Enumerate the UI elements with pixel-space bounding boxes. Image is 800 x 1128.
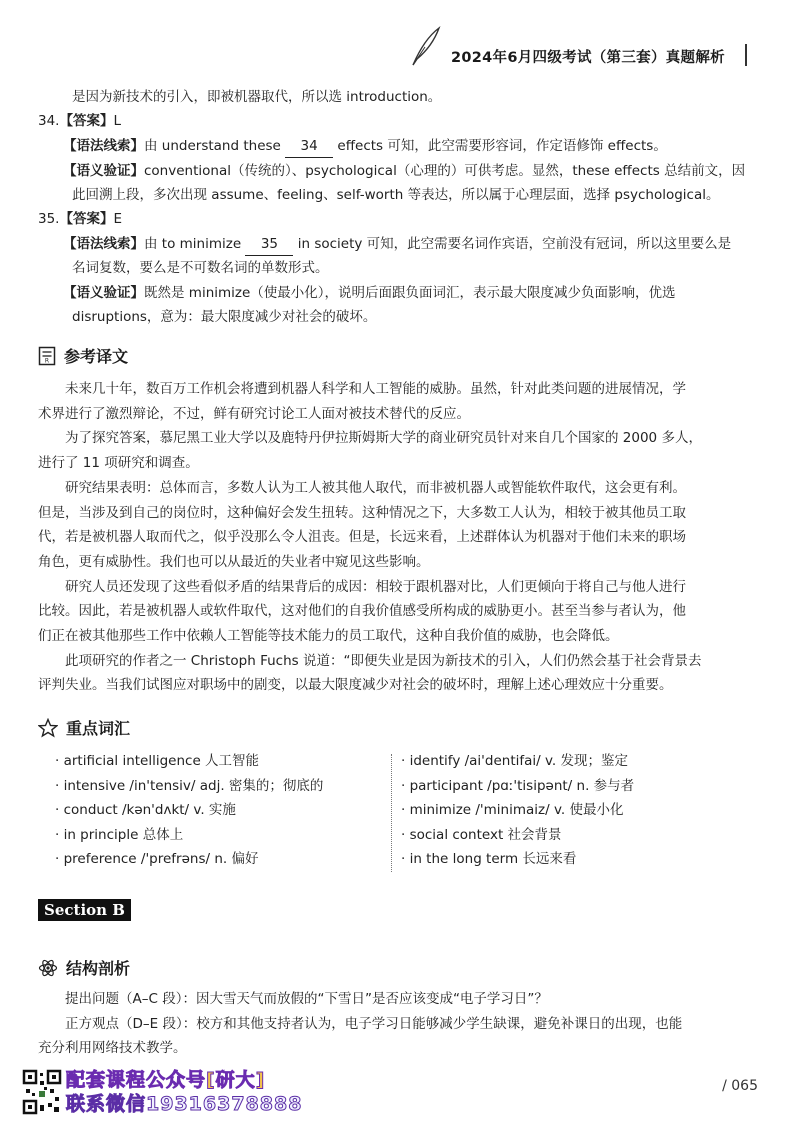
translation-line: 研究结果表明：总体而言，多数人认为工人被其他人取代，而非被机器人或智能软件取代，这会更有利。 xyxy=(38,479,686,496)
promo-line-2: 联系微信19316378888 xyxy=(66,1093,303,1115)
promo-watermark xyxy=(66,1068,302,1116)
translation-line: 评判失业。当我们试图应对职场中的剧变，以最大限度减少对社会的破坏时，理解上述心理效应十分重要。 xyxy=(38,677,673,694)
section-b-label: Section B xyxy=(38,899,131,921)
translation-line: 此项研究的作者之一 Christoph Fuchs 说道：“即便失业是因为新技术的引入，人们仍然会基于社会背景去 xyxy=(38,652,702,669)
header-divider xyxy=(745,44,747,66)
q35-number: 35. xyxy=(38,211,60,227)
translation-line: 代，若是被机器人取而代之，似乎没那么令人沮丧。但是，长远来看，上述群体认为机器对于他们未来的职场 xyxy=(38,529,686,546)
q35-answer-label: 【答案】 xyxy=(59,211,114,227)
page-header xyxy=(0,0,800,80)
translation-line: 术界进行了激烈辩论，不过，鲜有研究讨论工人面对被技术替代的反应。 xyxy=(38,405,470,422)
quill-icon xyxy=(409,25,443,67)
structure-line: 正方观点（D–E 段）：校方和其他支持者认为，电子学习日能够减少学生缺课，避免补课日的出现，也能 xyxy=(38,1015,683,1032)
vocab-item: · participant /pɑː'tisipənt/ n. 参与者 xyxy=(401,777,635,794)
vocab-item: · social context 社会背景 xyxy=(401,826,562,843)
q35-semantic-2: disruptions，意为：最大限度减少对社会的破坏。 xyxy=(72,309,377,325)
page-number: / 065 xyxy=(722,1078,758,1094)
vocab-item: · artificial intelligence 人工智能 xyxy=(55,753,260,769)
vocab-item: · intensive /in'tensiv/ adj. 密集的；彻底的 xyxy=(55,777,324,794)
translation-line: 进行了 11 项研究和调查。 xyxy=(38,455,199,472)
vocab-item: · in principle 总体上 xyxy=(55,826,184,843)
structure-title: 结构剖析 xyxy=(66,959,131,978)
translation-line: 比较。因此，若是被机器人或软件取代，这对他们的自我价值感受所构成的威胁更小。甚至当参与者认为，他 xyxy=(38,603,686,620)
structure-heading xyxy=(38,956,130,979)
q35-grammar-line xyxy=(63,233,731,256)
q35-semantic-1: 既然是 minimize（使最小化），说明后面跟负面词汇，表示最大限度减少负面影响，优选 xyxy=(144,285,676,301)
qr-code-icon xyxy=(22,1069,62,1115)
intro-tail: 是因为新技术的引入，即被机器取代，所以选 introduction。 xyxy=(72,89,442,105)
q34-semantic-label: 【语义验证】 xyxy=(63,163,144,179)
translation-line: 角色，更有威胁性。我们也可以从最近的失业者中窥见这些影响。 xyxy=(38,553,430,570)
promo-line-1: 配套课程公众号[研大] xyxy=(66,1069,266,1091)
translation-line: 但是，当涉及到自己的岗位时，这种偏好会发生扭转。这种情况之下，大多数工人认为，相较于被其他员工取 xyxy=(38,504,686,521)
vocab-item: · identify /ai'dentifai/ v. 发现；鉴定 xyxy=(401,753,629,769)
q35-semantic-label: 【语义验证】 xyxy=(63,285,144,301)
q35-answer: E xyxy=(113,211,123,227)
header-title: 2024年6月四级考试（第三套）真题解析 xyxy=(451,50,725,66)
q34-number: 34. xyxy=(38,113,60,129)
translation-heading xyxy=(38,344,128,367)
vocab-heading xyxy=(38,716,130,739)
q34-answer-label: 【答案】 xyxy=(59,113,114,129)
q35-grammar-pre: 由 to minimize xyxy=(144,236,246,252)
q35-grammar-label: 【语法线索】 xyxy=(63,236,144,252)
q35-grammar-2: 名词复数，要么是不可数名词的单数形式。 xyxy=(72,260,329,276)
vocab-item: · minimize /'minimaiz/ v. 使最小化 xyxy=(401,802,624,818)
atom-icon xyxy=(38,958,58,978)
q34-answer: L xyxy=(113,113,122,129)
q35-answer-line xyxy=(38,208,122,230)
vocab-item: · preference /'prefrəns/ n. 偏好 xyxy=(55,851,259,867)
structure-line: 充分利用网络技术教学。 xyxy=(38,1040,187,1056)
vocab-divider xyxy=(391,754,392,872)
q35-semantic-line xyxy=(63,282,676,304)
translation-line: 们正在被其他那些工作中依赖人工智能等技术能力的员工取代，这种自我价值的威胁，也会降低。 xyxy=(38,628,619,644)
translation-title: 参考译文 xyxy=(64,347,129,366)
q34-blank: 34 xyxy=(285,135,333,158)
q35-grammar-post: in society 可知，此空需要名词作宾语，空前没有冠词，所以这里要么是 xyxy=(293,236,732,252)
vocab-item: · conduct /kən'dʌkt/ v. 实施 xyxy=(55,802,236,818)
q34-grammar-line xyxy=(63,135,667,158)
translation-line: 未来几十年，数百万工作机会将遭到机器人科学和人工智能的威胁。虽然，针对此类问题的进展情况，学 xyxy=(38,381,686,397)
translation-line: 研究人员还发现了这些看似矛盾的结果背后的成因：相较于跟机器对比，人们更倾向于将自己与他人进行 xyxy=(38,578,686,595)
q34-answer-line xyxy=(38,110,121,132)
q34-grammar-pre: 由 understand these xyxy=(144,138,286,154)
translation-line: 为了探究答案，慕尼黑工业大学以及鹿特丹伊拉斯姆斯大学的商业研究员针对来自几个国家的 2000 多人， xyxy=(38,430,702,447)
star-icon xyxy=(38,718,58,738)
q34-semantic-1: conventional（传统的）、psychological（心理的）可供考虑。显然，these effects 总结前文，因 xyxy=(144,163,746,179)
vocab-title: 重点词汇 xyxy=(66,719,131,738)
svg-text:R: R xyxy=(44,357,50,364)
q34-semantic-line xyxy=(63,160,745,182)
structure-line: 提出问题（A–C 段）：因大雪天气而放假的“下雪日”是否应该变成“电子学习日”？ xyxy=(38,991,548,1007)
document-icon xyxy=(38,346,56,366)
q34-grammar-label: 【语法线索】 xyxy=(63,138,144,154)
q34-semantic-2: 此回溯上段，多次出现 assume、feeling、self-worth 等表达，所以属于心理层面，选择 psychological。 xyxy=(72,187,720,203)
vocab-item: · in the long term 长远来看 xyxy=(401,851,577,867)
q34-grammar-post: effects 可知，此空需要形容词，作定语修饰 effects。 xyxy=(333,138,667,154)
q35-blank: 35 xyxy=(245,233,293,256)
